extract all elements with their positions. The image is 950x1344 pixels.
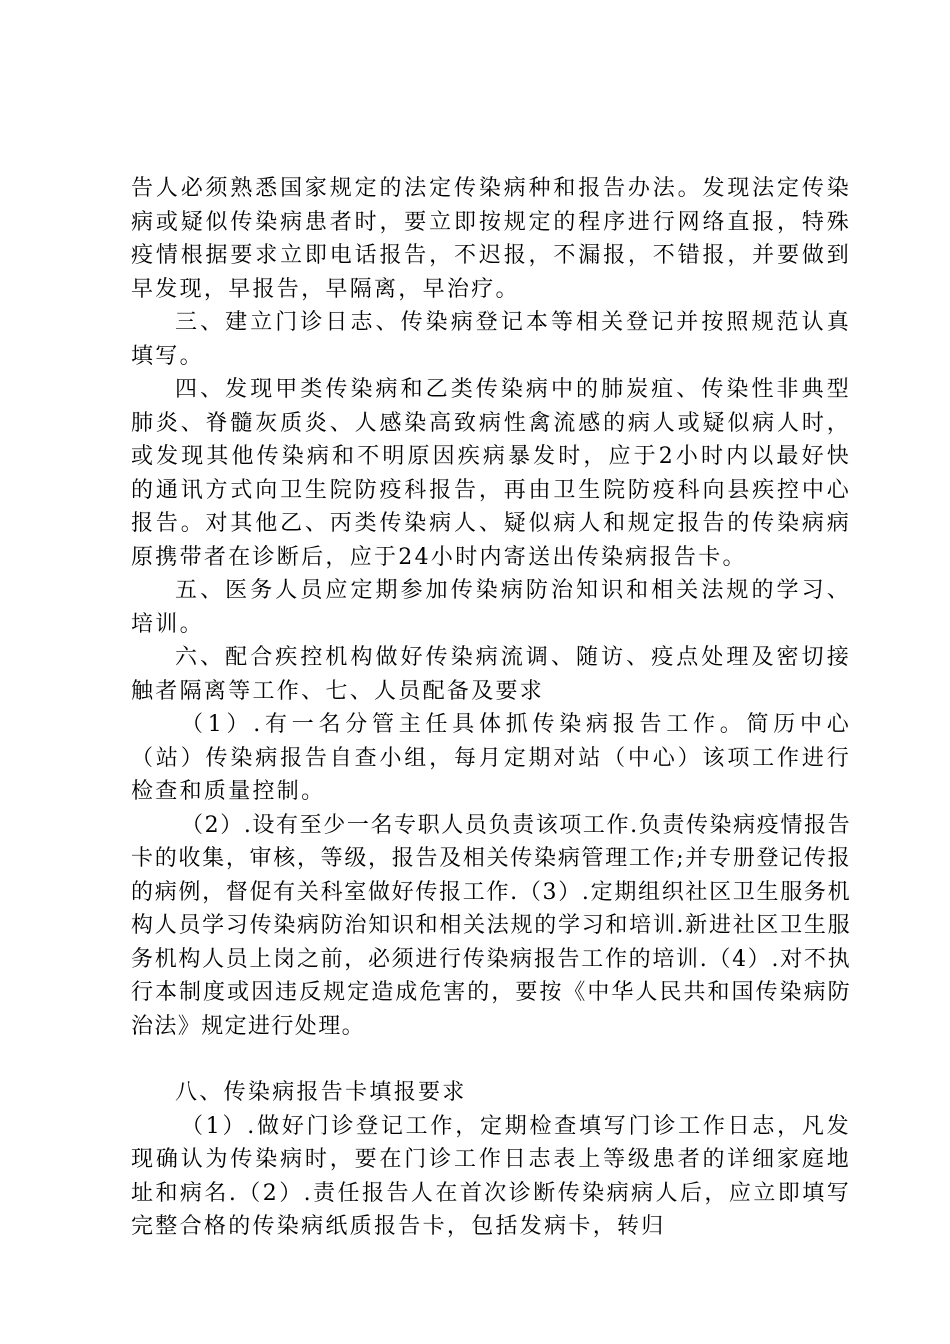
paragraph-section-8-items: （1）.做好门诊登记工作，定期检查填写门诊工作日志，凡发现确认为传染病时，要在门诊工作日志表上等级患者的详细家庭地址和病名.（2）.责任报告人在首次诊断传染病病人后，应立即填写完整合格的传染病纸质报告卡，包括发病卡，转归 (131, 1113, 851, 1239)
paragraph-item-2: （2）.设有至少一名专职人员负责该项工作.负责传染病疫情报告卡的收集，审核，等级，报告及相关传染病管理工作;并专册登记传报的病例，督促有关科室做好传报工作.（3）.定期组织社区卫生服务机构人员学习传染病防治知识和相关法规的学习和培训.新进社区卫生服务机构人员上岗之前，必须进行传染病报告工作的培训.（4）.对不执行本制度或因违反规定造成危害的，要按《中华人民共和国传染病防治法》规定进行处理。 (131, 812, 851, 1039)
paragraph-section-4: 四、发现甲类传染病和乙类传染病中的肺炭疽、传染性非典型肺炎、脊髓灰质炎、人感染高致病性禽流感的病人或疑似病人时，或发现其他传染病和不明原因疾病暴发时，应于2小时内以最好快的通讯方式向卫生院防疫科报告，再由卫生院防疫科向县疾控中心报告。对其他乙、丙类传染病人、疑似病人和规定报告的传染病病原携带者在诊断后，应于24小时内寄送出传染病报告卡。 (131, 377, 851, 570)
paragraph-section-5: 五、医务人员应定期参加传染病防治知识和相关法规的学习、培训。 (131, 578, 851, 637)
paragraph-section-3: 三、建立门诊日志、传染病登记本等相关登记并按照规范认真填写。 (131, 310, 851, 369)
paragraph-continuation: 告人必须熟悉国家规定的法定传染病种和报告办法。发现法定传染病或疑似传染病患者时，要立即按规定的程序进行网络直报，特殊疫情根据要求立即电话报告，不迟报，不漏报，不错报，并要做到早发现，早报告，早隔离，早治疗。 (131, 176, 851, 302)
paragraph-item-1: （1）.有一名分管主任具体抓传染病报告工作。简历中心（站）传染病报告自查小组，每月定期对站（中心）该项工作进行检查和质量控制。 (131, 712, 851, 804)
section-heading-8: 八、传染病报告卡填报要求 (175, 1080, 467, 1105)
paragraph-section-6: 六、配合疾控机构做好传染病流调、随访、疫点处理及密切接触者隔离等工作、七、人员配备及要求 (131, 645, 851, 704)
document-body (131, 172, 851, 1244)
